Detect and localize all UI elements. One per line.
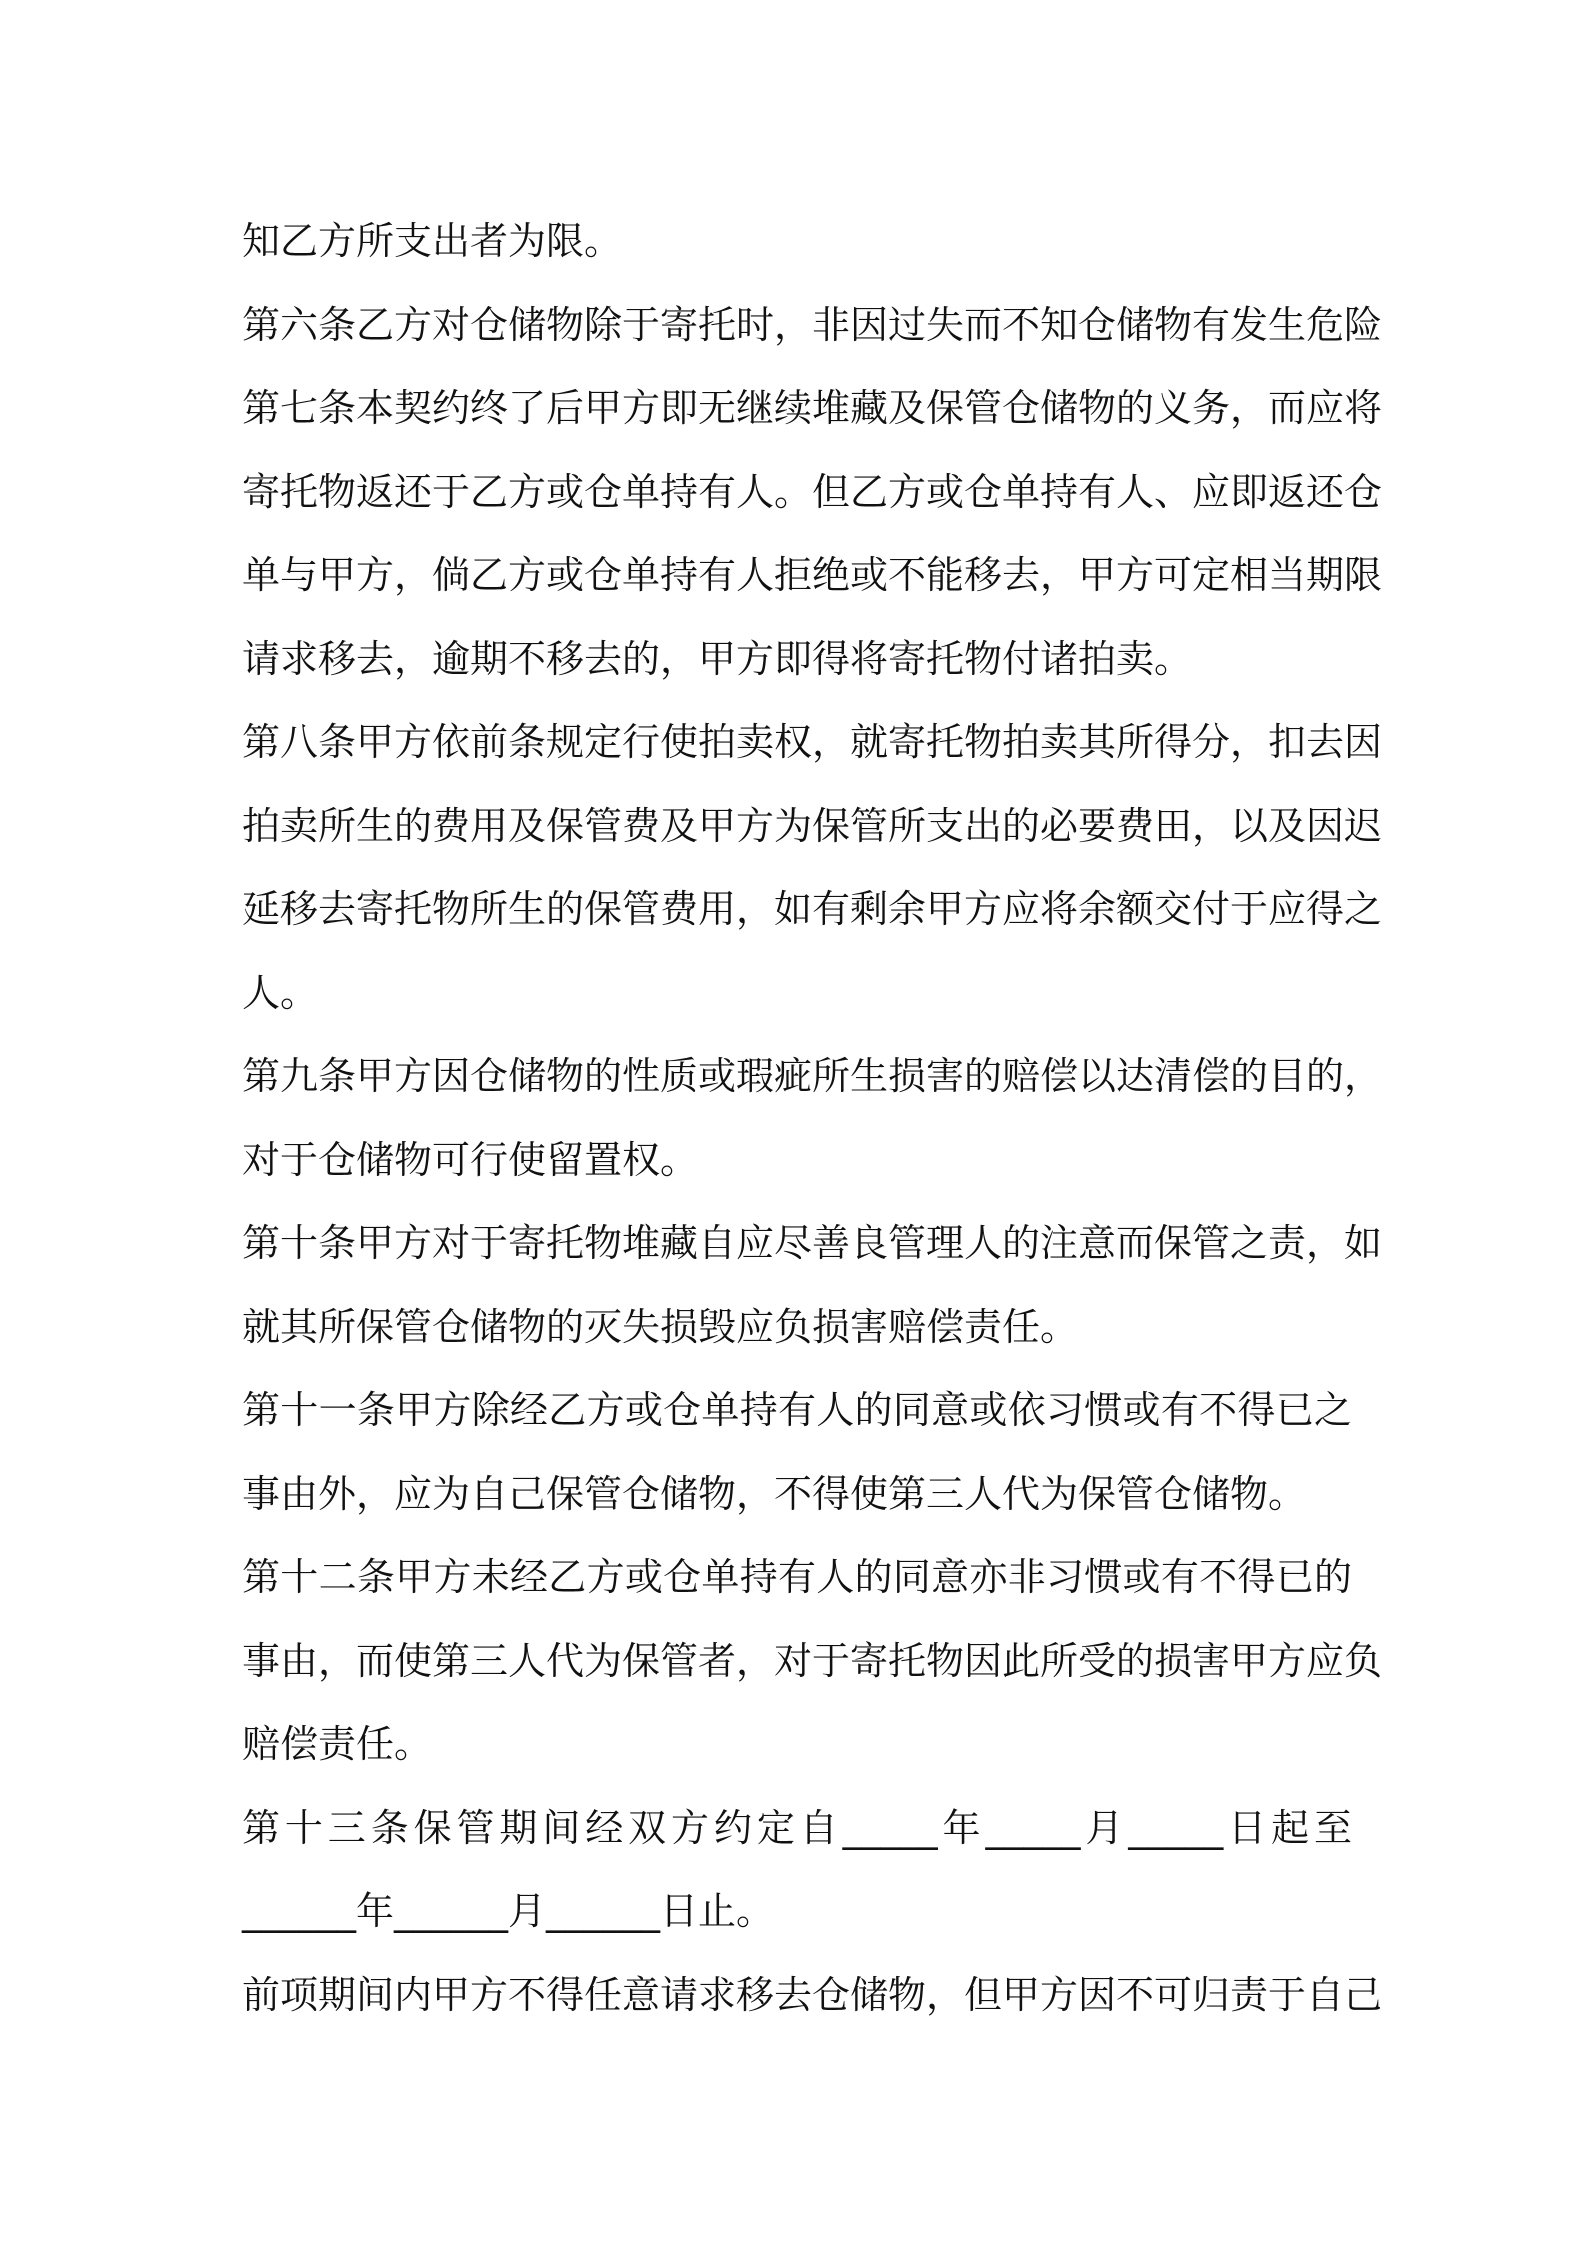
text-line: 知乙方所支出者为限。 <box>242 219 623 263</box>
text-line: 就其所保管仓储物的灭失损毁应负损害赔偿责任。 <box>242 1304 1079 1349</box>
text-line: 第九条甲方因仓储物的性质或瑕疵所生损害的赔偿以达清偿的目的， <box>242 1054 1383 1098</box>
text-line: 第六条乙方对仓储物除于寄托时，非因过失而不知仓储物有发生危险 <box>242 302 1383 347</box>
text-line: 拍卖所生的费用及保管费及甲方为保管所支出的必要费田，以及因迟 <box>242 803 1383 848</box>
text-line: 第八条甲方依前条规定行使拍卖权，就寄托物拍卖其所得分，扣去因 <box>242 720 1383 764</box>
text-line: 请求移去，逾期不移去的，甲方即得将寄托物付诸拍卖。 <box>242 636 1193 681</box>
text-line: 第十条甲方对于寄托物堆藏自应尽善良管理人的注意而保管之责，如 <box>242 1221 1383 1265</box>
text-line: 事由，而使第三人代为保管者，对于寄托物因此所受的损害甲方应负 <box>242 1638 1383 1683</box>
text-line: ______年______月______日止。 <box>242 1889 775 1933</box>
text-line: 赔偿责任。 <box>242 1722 433 1766</box>
text-line: 前项期间内甲方不得任意请求移去仓储物，但甲方因不可归责于自己 <box>242 1972 1383 2017</box>
text-line: 单与甲方，倘乙方或仓单持有人拒绝或不能移去，甲方可定相当期限 <box>242 553 1383 597</box>
document-body <box>242 200 1383 2037</box>
text-line: 寄托物返还于乙方或仓单持有人。但乙方或仓单持有人、应即返还仓 <box>242 469 1383 514</box>
text-line: 事由外，应为自己保管仓储物，不得使第三人代为保管仓储物。 <box>242 1471 1307 1516</box>
text-line: 第十三条保管期间经双方约定自_____年_____月_____日起至 <box>242 1805 1352 1850</box>
text-line: 延移去寄托物所生的保管费用，如有剩余甲方应将余额交付于应得之 <box>242 887 1383 931</box>
text-line: 第十二条甲方未经乙方或仓单持有人的同意亦非习惯或有不得已的 <box>242 1555 1352 1599</box>
text-line: 第十一条甲方除经乙方或仓单持有人的同意或依习惯或有不得已之 <box>242 1388 1352 1432</box>
text-line: 对于仓储物可行使留置权。 <box>242 1137 699 1182</box>
text-line: 人。 <box>242 970 319 1015</box>
text-line: 第七条本契约终了后甲方即无继续堆藏及保管仓储物的义务，而应将 <box>242 386 1383 430</box>
